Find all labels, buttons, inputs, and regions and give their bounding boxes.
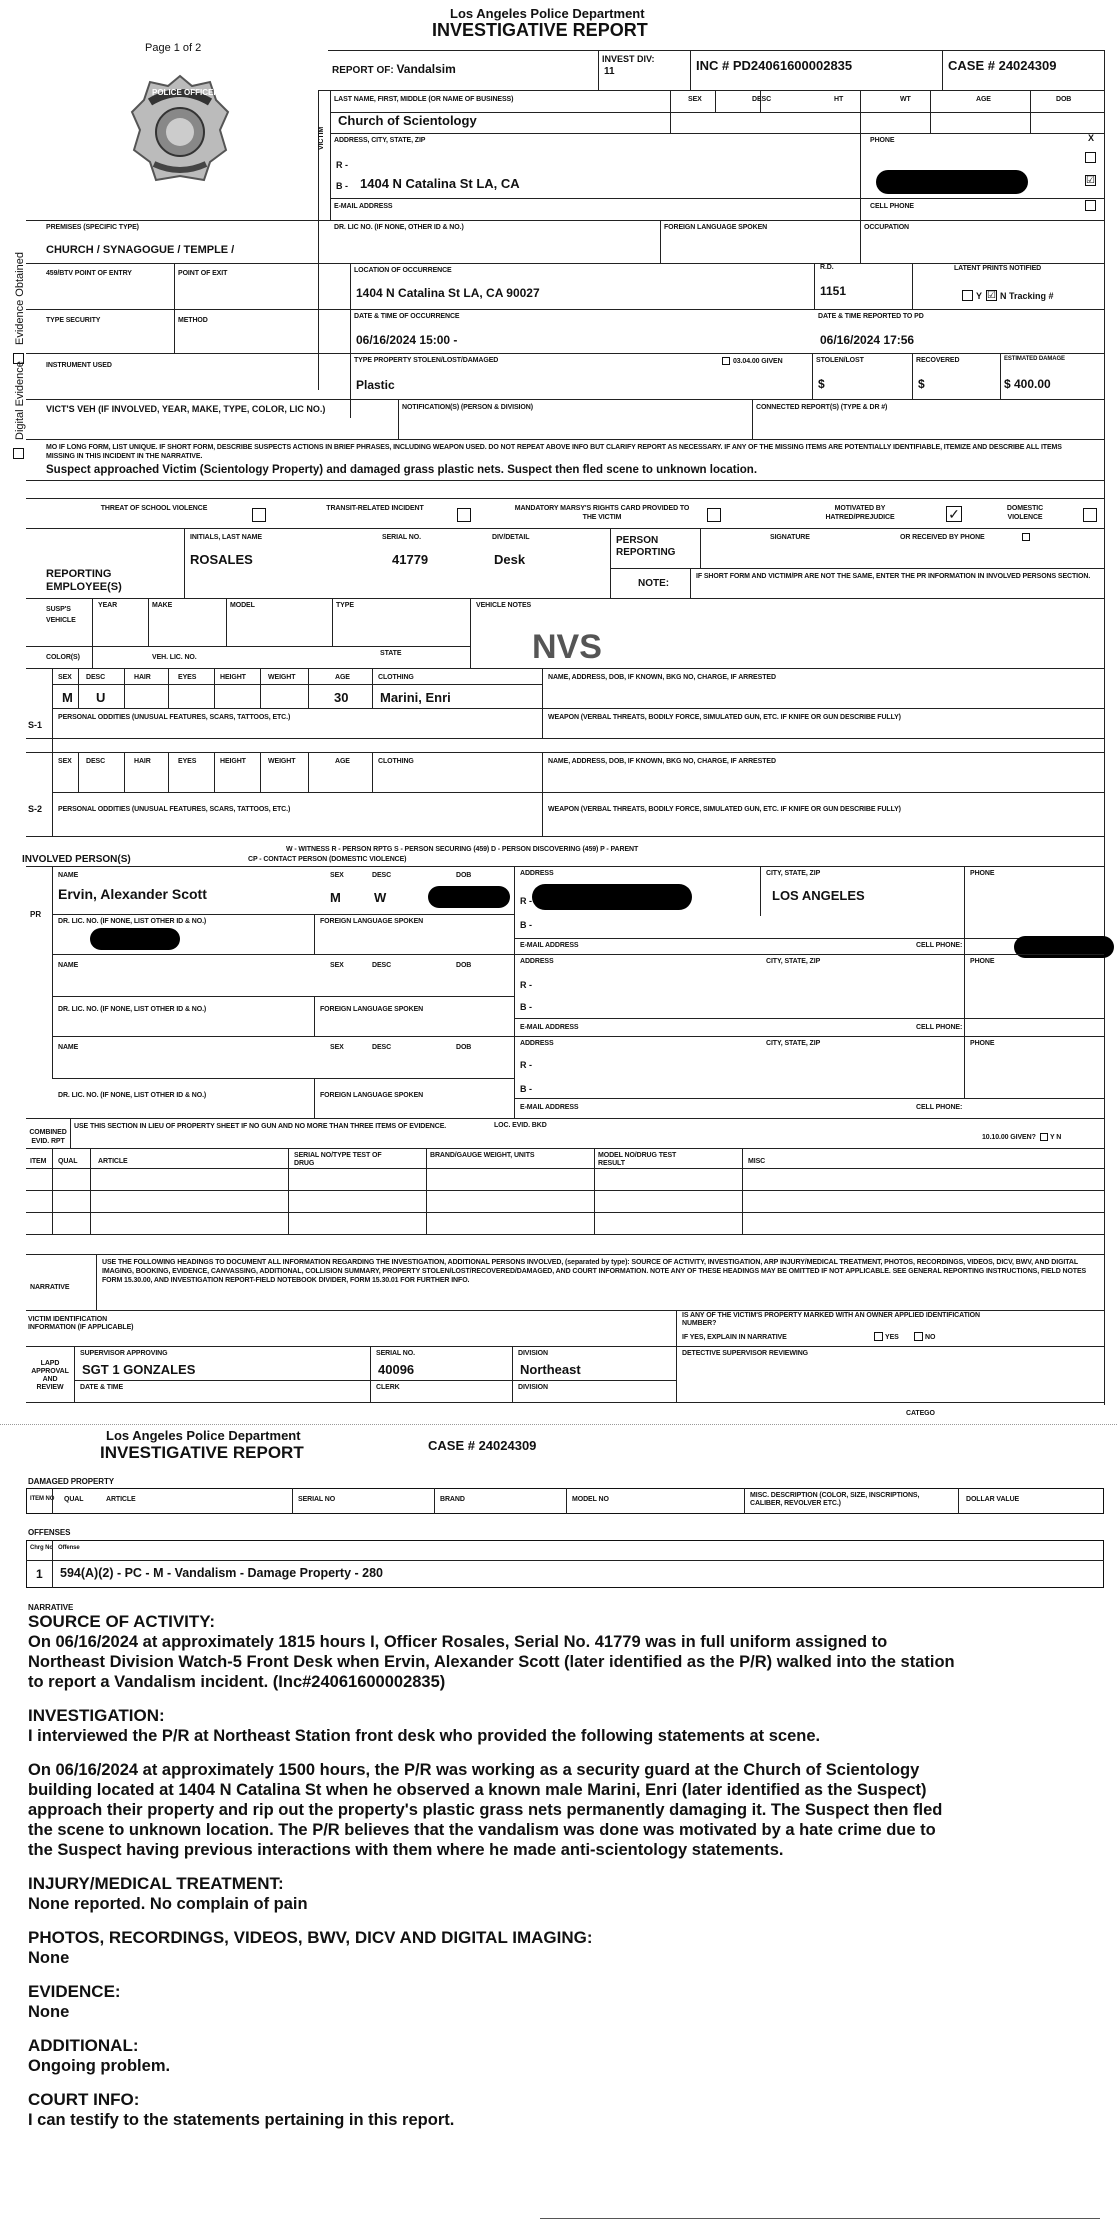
latent-yes-checkbox[interactable] <box>962 290 973 301</box>
offenses-table <box>26 1540 1104 1588</box>
redaction-dob <box>428 886 510 908</box>
offense-description: 594(A)(2) - PC - M - Vandalism - Damage Property - 280 <box>60 1566 384 1580</box>
reporting-name: ROSALES <box>190 552 253 567</box>
reporting-note: IF SHORT FORM AND VICTIM/PR ARE NOT THE SAME, ENTER THE PR INFORMATION IN INVOLVED PERSONS SECTION. <box>696 573 1091 580</box>
redaction-license <box>90 928 180 950</box>
report-page: Page 1 of 2 Los Angeles Police Department INVESTIGATIVE REPORT POLICE OFFICER Digital Evidence Evidence Obtained REPORT OF: Vandalsim INVEST DIV: 11 INC # PD24061600002835 CASE # 24024309 VICTIM LAST NAME, FIRST, MIDDLE (OR NAME OF BUSINESS) SEX DESC HT WT AGE DOB Church of Scientology ADDRESS, CITY, STATE, ZIP PHONE X R - B - 1404 N Catalina St LA, CA ☑ E-MAIL ADDRESS CELL PHONE PREMISES (SPECIFIC TYPE) CHURCH / SYNAGOGUE / TEMPLE / DR. LIC NO. (IF NONE, OTHER ID & NO.) FOREIGN LANGUAGE SPOKEN OCCUPATION 459/BTV POINT OF ENTRY POINT OF EXIT LOCATION OF OCCURRENCE 1404 N Catalina St LA, CA 90027 R.D. 1151 LATENT PRINTS NOTIFIED Y ☑ N Tracking # TYPE SECURITY METHOD DATE & TIME OF OCCURRENCE 06/16/2024 15:00 - DATE & TIME REPORTED TO PD 06/16/2024 17:56 INSTRUMENT USED TYPE PROPERTY STOLEN/LOST/DAMAGED Plastic 03.04.00 GIVEN STOLEN/LOST $ RECOVERED $ ESTIMATED DAMAGE $ 400.00 VICT'S VEH (IF INVOLVED, YEAR, MAKE, TYPE, COLOR, LIC NO.) NOTIFICATION(S) (PERSON & DIVISION) CONNECTED REPORT(S) (TYPE & DR #) MO IF LONG FORM, LIST UNIQUE. IF SHORT FORM, DESCRIBE SUSPECTS ACTIONS IN BRIEF PHRASES, INCLUDING WEAPON USED. DO NOT REPEAT ABOVE INFO BUT CLARIFY REPORT AS NECESSARY. IF ANY OF THE MISSING ITEMS ARE POTENTIALLY IDENTIFIABLE, ITEMIZE AND DESCRIBE ALL ITEMS MISSING IN THIS INCIDENT IN THE NARRATIVE. Suspect approached Victim (Scientology Property) and damaged grass plastic nets. Suspect then fled scene to unknown location. THREAT OF SCHOOL VIOLENCE TRANSIT-RELATED INCIDENT MANDATORY MARSY'S RIGHTS CARD PROVIDED TO THE VICTIM MOTIVATED BY HATRED/PREJUDICE ✓ DOMESTIC VIOLENCE REPORTING EMPLOYEE(S) INITIALS, LAST NAME ROSALES SERIAL NO. 41779 DIV/DETAIL Desk PERSON REPORTING SIGNATURE OR RECEIVED BY PHONE NOTE: IF SHORT FORM AND VICTIM/PR ARE NOT THE SAME, ENTER THE PR INFORMATION IN INVOLVED PERSONS SECTION. SUSP'S VEHICLE YEAR MAKE MODEL TYPE VEHICLE NOTES COLOR(S) VEH. LIC. NO. STATE NVS S-1 SEX DESC HAIR EYES HEIGHT WEIGHT AGE CLOTHING M U 30 Marini, Enri NAME, ADDRESS, DOB, IF KNOWN, BKG NO, CHARGE, IF ARRESTED PERSONAL ODDITIES (UNUSUAL FEATURES, SCARS, TATTOOS, ETC.) WEAPON (VERBAL THREATS, BODILY FORCE, SIMULATED GUN, ETC. IF KNIFE OR GUN DESCRIBE FULLY) S-2 SEX DESC HAIR EYES HEIGHT WEIGHT AGE CLOTHING NAME, ADDRESS, DOB, IF KNOWN, BKG NO, CHARGE, IF ARRESTED PERSONAL ODDITIES (UNUSUAL FEATURES, SCARS, TATTOOS, ETC.) WEAPON (VERBAL THREATS, BODILY FORCE, SIMULATED GUN, ETC. IF KNIFE OR GUN DESCRIBE FULLY) INVOLVED PERSON(S) W - WITNESS R - PERSON RPTG S - PERSON SECURING (459) D - PERSON DISCOVERING (459) P - PARENT CP - CONTACT PERSON (DOMESTIC VIOLENCE) PR NAME SEX DESC DOB Ervin, Alexander Scott M W ADDRESS R - CITY, STATE, ZIP LOS ANGELES PHONE DR. LIC. NO. (IF NONE, LIST OTHER ID & NO.) FOREIGN LANGUAGE SPOKEN B - E-MAIL ADDRESS CELL PHONE: NAME SEX DESC DOB ADDRESS CITY, STATE, ZIP PHONE R - DR. LIC. NO. (IF NONE, LIST OTHER ID & NO.) FOREIGN LANGUAGE SPOKEN B - E-MAIL ADDRESS CELL PHONE: NAME SEX DESC DOB ADDRESS CITY, STATE, ZIP PHONE R - DR. LIC. NO. (IF NONE, LIST OTHER ID & NO.) FOREIGN LANGUAGE SPOKEN B - E-MAIL ADDRESS CELL PHONE: COMBINED EVID. RPT USE THIS SECTION IN LIEU OF PROPERTY SHEET IF NO GUN AND NO MORE THAN THREE ITEMS OF EVIDENCE. LOC. EVID. BKD 10.10.00 GIVEN? Y N ITEM QUAL ARTICLE SERIAL NO/TYPE TEST OF DRUG BRAND/GAUGE WEIGHT, UNITS MODEL NO/DRUG TEST RESULT MISC NARRATIVE USE THE FOLLOWING HEADINGS TO DOCUMENT ALL INFORMATION REGARDING THE INVESTIGATION, ADDITIONAL PERSONS INVOLVED, (separated by type): SOURCE OF ACTIVITY, INVESTIGATION, ARP INJURY/MEDICAL TREATMENT, PHOTOS, RECORDINGS, VIDEOS, DICV, BWV, AND DIGITAL IMAGING, BOOKING, EVIDENCE, CANVASSING, ADDITIONAL, COLLISION SUMMARY, PROPERTY STOLEN/LOST/RECOVERED/DAMAGED, AND COURT INFORMATION. NOTE ANY OF THESE HEADINGS MAY BE OMITTED IF NOT APPLICABLE. SEE GENERAL REPORTING INSTRUCTIONS, FIELD NOTES FORM 15.30.00, AND INVESTIGATION REPORT-FIELD NOTEBOOK DIVIDER, FORM 15.30.01 FOR FURTHER INFO. VICTIM IDENTIFICATION INFORMATION (IF APPLICABLE) IS ANY OF THE VICTIM'S PROPERTY MARKED WITH AN OWNER APPLIED IDENTIFICATION NUMBER? IF YES, EXPLAIN IN NARRATIVE YES NO LAPD APPROVAL AND REVIEW SUPERVISOR APPROVING SGT 1 GONZALES SERIAL NO. 40096 DIVISION Northeast DETECTIVE SUPERVISOR REVIEWING DATE & TIME CLERK DIVISION CATEGO Los Angeles Police Department INVESTIGATIVE REPORT CASE # 24024309 DAMAGED PROPERTY ITEM NO QUAL ARTICLE SERIAL NO BRAND MODEL NO MISC. DESCRIPTION (COLOR, SIZE, INSCRIPTIONS, CALIBER, REVOLVER ETC.) DOLLAR VALUE OFFENSES Chrg No Offense 1 594(A)(2) - PC - M - Vandalism - Damage Property - 280 NARRATIVE SOURCE OF ACTIVITY: On 06/16/2024 at approximately 1815 hours I, Officer Rosales, Serial No. 41779 was in full uniform assigned to Northeast Division Watch-5 Front Desk when Ervin, Alexander Scott (later identified as the P/R) walked into the station to report a Vandalism incident. (Inc#24061600002835) INVESTIGATION: I interviewed the P/R at Northeast Station front desk who provided the following statements at scene. On 06/16/2024 at approximately 1500 hours, the P/R was working as a security guard at the Church of Scientology building located at 1404 N Catalina St when he observed a known male Marini, Enri (later identified as the Suspect) approach their property and rip out the property's plastic grass nets permanently damaging it. The Suspect then fled the scene to unknown location. The P/R believes that the vandalism was done was motivated by a hate crime due to the Suspect having previous interactions with them where he made anti-scientology statements. INJURY/MEDICAL TREATMENT: None reported. No complain of pain PHOTOS, RECORDINGS, VIDEOS, BWV, DICV AND DIGITAL IMAGING: None EVIDENCE: None ADDITIONAL: Ongoing problem. COURT INFO: I can testify to the statements pertaining in this report. <box>0 0 1117 2230</box>
heading-investigation: INVESTIGATION: <box>28 1706 165 1725</box>
marked-no-checkbox[interactable] <box>914 1332 923 1341</box>
mo-text: Suspect approached Victim (Scientology Property) and damaged grass plastic nets. Suspect then fled scene to unknown location. <box>46 464 758 476</box>
evidence-obtained-checkbox[interactable] <box>13 353 24 364</box>
hatred-checkbox[interactable]: ✓ <box>946 506 962 522</box>
invest-div-value: 11 <box>604 66 615 77</box>
report-of-value: Vandalsim <box>396 62 456 76</box>
incident-number: PD24061600002835 <box>732 58 853 73</box>
evidence-instructions: USE THIS SECTION IN LIEU OF PROPERTY SHEET IF NO GUN AND NO MORE THAN THREE ITEMS OF EVIDENCE. <box>74 1123 447 1130</box>
given-yes-checkbox[interactable] <box>1040 1133 1048 1141</box>
reporting-serial: 41779 <box>392 552 429 567</box>
victim-address: 1404 N Catalina St LA, CA <box>360 176 520 191</box>
marsy-checkbox[interactable] <box>707 508 721 522</box>
page2-department: Los Angeles Police Department <box>106 1428 301 1443</box>
threat-checkbox[interactable] <box>252 508 266 522</box>
reporting-div: Desk <box>494 552 526 567</box>
redaction-address <box>532 884 692 910</box>
report-title: INVESTIGATIVE REPORT <box>432 20 648 40</box>
heading-court: COURT INFO: <box>28 2090 140 2109</box>
supervisor-serial: 40096 <box>378 1362 415 1377</box>
property-type-value: Plastic <box>356 378 395 392</box>
department-name: Los Angeles Police Department <box>450 6 645 21</box>
given-checkbox[interactable] <box>722 357 730 365</box>
evidence-obtained-label: Evidence Obtained <box>14 252 26 345</box>
heading-photos: PHOTOS, RECORDINGS, VIDEOS, BWV, DICV AND DIGITAL IMAGING: <box>28 1928 593 1947</box>
page2-case: CASE # 24024309 <box>428 1438 537 1453</box>
suspect1-sex: M <box>62 690 73 705</box>
victim-cell-checkbox[interactable] <box>1085 200 1096 211</box>
marked-yes-checkbox[interactable] <box>874 1332 883 1341</box>
case-number: 24024309 <box>998 58 1057 73</box>
heading-source: SOURCE OF ACTIVITY: <box>28 1612 215 1631</box>
narrative-instructions: USE THE FOLLOWING HEADINGS TO DOCUMENT ALL INFORMATION REGARDING THE INVESTIGATION, ADDITIONAL PERSONS INVOLVED, (separated by type): SOURCE OF ACTIVITY, INVESTIGATION, ARP INJURY/MEDICAL TREATMENT, PHOTOS, RECORDINGS, VIDEOS, DICV, BWV, AND DIGITAL IMAGING, BOOKING, EVIDENCE, CANVASSING, ADDITIONAL, COLLISION SUMMARY, PROPERTY STOLEN/LOST/RECOVERED/DAMAGED, AND COURT INFORMATION. NOTE ANY OF THESE HEADINGS MAY BE OMITTED IF NOT APPLICABLE. SEE GENERAL REPORTING INSTRUCTIONS, FIELD NOTES FORM 15.30.00, AND INVESTIGATION REPORT-FIELD NOTEBOOK DIVIDER, FORM 15.30.01 FOR FURTHER INFO. <box>102 1259 1087 1284</box>
location-value: 1404 N Catalina St LA, CA 90027 <box>356 286 540 300</box>
offense-number: 1 <box>36 1567 43 1581</box>
nvs-stamp: NVS <box>532 628 602 666</box>
page2-title: INVESTIGATIVE REPORT <box>100 1443 304 1462</box>
supervisor-division: Northeast <box>520 1362 581 1377</box>
occurrence-datetime: 06/16/2024 15:00 - <box>356 333 458 347</box>
redaction-phone <box>876 170 1028 194</box>
digital-evidence-label: Digital Evidence <box>14 361 26 440</box>
involved-persons-label: INVOLVED PERSON(S) <box>22 854 131 865</box>
victim-phone-checkbox-1[interactable] <box>1085 152 1096 163</box>
domestic-checkbox[interactable] <box>1083 508 1097 522</box>
premises-value: CHURCH / SYNAGOGUE / TEMPLE / <box>46 244 235 256</box>
reported-datetime: 06/16/2024 17:56 <box>820 333 915 347</box>
estimated-damage-value: $ 400.00 <box>1004 377 1051 391</box>
mo-instructions: MO IF LONG FORM, LIST UNIQUE. IF SHORT FORM, DESCRIBE SUSPECTS ACTIONS IN BRIEF PHRASES, INCLUDING WEAPON USED. DO NOT REPEAT ABOVE INFO BUT CLARIFY REPORT AS NECESSARY. IF ANY OF THE MISSING ITEMS ARE POTENTIALLY IDENTIFIABLE, ITEMIZE AND DESCRIBE ALL ITEMS MISSING IN THIS INCIDENT IN THE NARRATIVE. <box>46 444 1062 460</box>
received-phone-checkbox[interactable] <box>1022 533 1030 541</box>
victim-name: Church of Scientology <box>338 113 477 128</box>
involved-person-name: Ervin, Alexander Scott <box>58 886 207 902</box>
police-badge-seal: POLICE OFFICER <box>130 72 230 192</box>
digital-evidence-checkbox[interactable] <box>13 448 24 459</box>
latent-no-checkbox[interactable]: ☑ <box>987 290 996 301</box>
victim-side-label: VICTIM <box>318 126 325 150</box>
supervisor-name: SGT 1 GONZALES <box>82 1362 196 1377</box>
transit-checkbox[interactable] <box>457 508 471 522</box>
victim-phone-checkbox-2[interactable]: ☑ <box>1086 175 1095 186</box>
heading-injury: INJURY/MEDICAL TREATMENT: <box>28 1874 284 1893</box>
suspect1-desc: U <box>96 690 106 705</box>
involved-person-sex: M <box>330 890 341 905</box>
rd-value: 1151 <box>820 284 847 298</box>
reporting-employee-label: REPORTING EMPLOYEE(S) <box>46 568 122 593</box>
heading-evidence: EVIDENCE: <box>28 1982 121 2001</box>
involved-person-desc: W <box>374 890 387 905</box>
narrative-body: SOURCE OF ACTIVITY: On 06/16/2024 at approximately 1815 hours I, Officer Rosales, Serial No. 41779 was in full uniform assigned to Northeast Division Watch-5 Front Desk when Ervin, Alexander Scott (later identified as the P/R) walked into the station to report a Vandalism incident. (Inc#24061600002835) INVESTIGATION: I interviewed the P/R at Northeast Station front desk who provided the following statements at scene. On 06/16/2024 at approximately 1500 hours, the P/R was working as a security guard at the Church of Scientology building located at 1404 N Catalina St when he observed a known male Marini, Enri (later identified as the Suspect) approach their property and rip out the property's plastic grass nets permanently damaging it. The Suspect then fled the scene to unknown location. The P/R believes that the vandalism was done was motivated by a hate crime due to the Suspect having previous interactions with them where he made anti-scientology statements. INJURY/MEDICAL TREATMENT: None reported. No complain of pain PHOTOS, RECORDINGS, VIDEOS, BWV, DICV AND DIGITAL IMAGING: None EVIDENCE: None ADDITIONAL: Ongoing problem. COURT INFO: I can testify to the statements pertaining in this report. <box>28 1612 1108 2130</box>
suspect1-age: 30 <box>334 690 349 705</box>
heading-additional: ADDITIONAL: <box>28 2036 139 2055</box>
page-number: Page 1 of 2 <box>145 42 202 54</box>
suspect1-name: Marini, Enri <box>380 690 451 705</box>
involved-person-city: LOS ANGELES <box>772 888 865 903</box>
